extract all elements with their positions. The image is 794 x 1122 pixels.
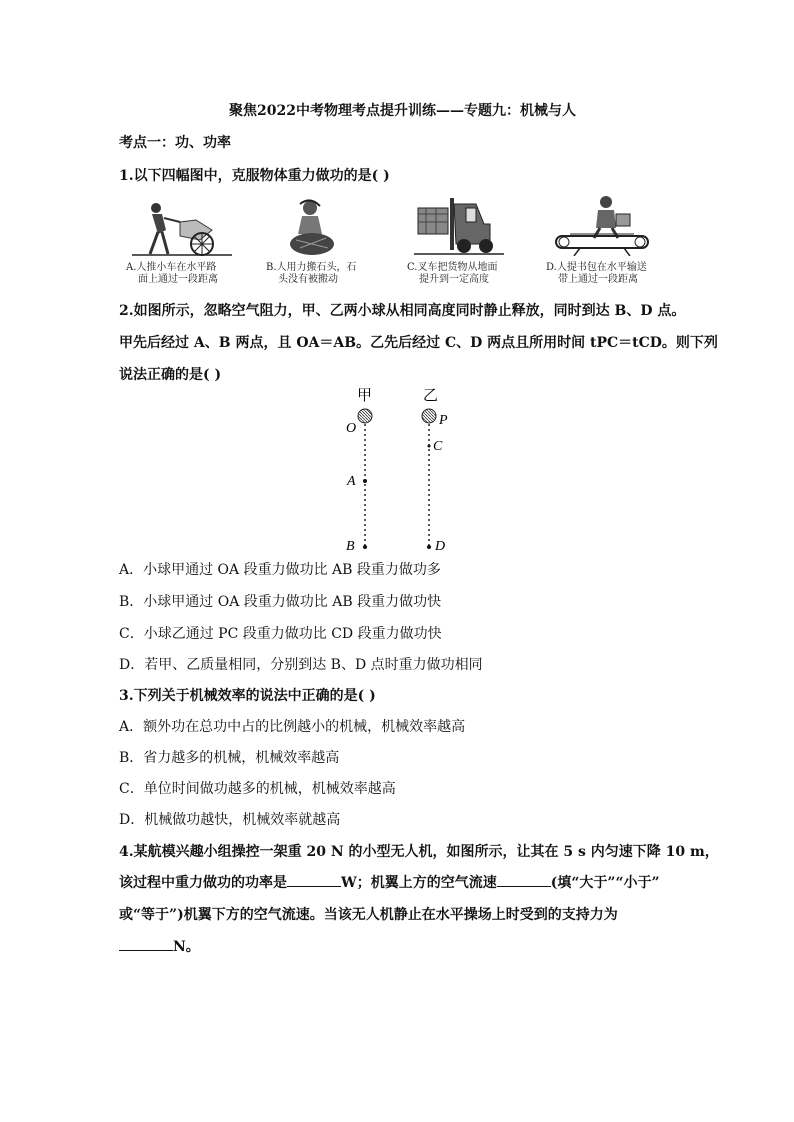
q3-option-d: D．机械做功越快，机械效率就越高 — [119, 812, 341, 828]
question-1-stem: 1.以下四幅图中，克服物体重力做功的是( ) — [119, 168, 390, 184]
q1-caption-b: B.人用力搬石头，石 头没有被搬动 — [266, 262, 357, 285]
q3-option-a: A．额外功在总功中占的比例越小的机械，机械效率越高 — [119, 719, 466, 735]
q2-option-a: A．小球甲通过 OA 段重力做功比 AB 段重力做功多 — [119, 562, 441, 578]
q4-blank-speed[interactable] — [497, 874, 551, 887]
q4-line2-part1: 该过程中重力做功的功率是 — [119, 875, 287, 891]
question-2-line-1: 2.如图所示，忽略空气阻力，甲、乙两小球从相同高度同时静止释放，同时到达 B、D 点。 — [119, 303, 686, 319]
conveyor-illustration — [550, 194, 654, 256]
q4-line2-part3: (填“大于”“小于” — [550, 875, 660, 891]
rock-lift-illustration — [282, 198, 352, 258]
point-d-label: D — [435, 539, 446, 554]
q3-option-c: C．单位时间做功越多的机械，机械效率越高 — [119, 781, 396, 797]
question-2-line-2: 甲先后经过 A、B 两点，且 OA＝AB。乙先后经过 C、D 两点且所用时间 tPC＝tCD。则下列 — [119, 335, 718, 351]
section-heading: 考点一：功、功率 — [119, 135, 231, 151]
q4-blank-power[interactable] — [287, 874, 341, 887]
q4-line2-part2: W；机翼上方的空气流速 — [341, 875, 497, 891]
q1-caption-d: D.人提书包在水平输送 带上通过一段距离 — [546, 262, 647, 285]
cart-push-illustration — [132, 200, 232, 258]
q4-blank-support[interactable] — [119, 938, 173, 951]
ball-jia-label: 甲 — [357, 386, 373, 404]
point-b-dot — [363, 545, 367, 549]
q3-option-b: B．省力越多的机械，机械效率越高 — [119, 750, 340, 766]
question-4-line-2 — [119, 873, 660, 893]
point-c-dot — [428, 445, 431, 448]
ball-jia — [358, 409, 372, 423]
ball-yi-label: 乙 — [423, 386, 439, 404]
point-a-label: A — [347, 474, 356, 489]
page-title: 聚焦2022中考物理考点提升训练——专题九：机械与人 — [229, 103, 576, 119]
point-o-label: O — [346, 421, 357, 436]
q2-option-c: C．小球乙通过 PC 段重力做功比 CD 段重力做功快 — [119, 626, 442, 642]
q4-line4-unit: N。 — [173, 939, 200, 955]
question-3-stem: 3.下列关于机械效率的说法中正确的是( ) — [119, 688, 376, 704]
point-p-label: P — [439, 413, 448, 428]
q2-option-b: B．小球甲通过 OA 段重力做功比 AB 段重力做功快 — [119, 594, 442, 610]
q1-caption-c: C.叉车把货物从地面 提升到一定高度 — [407, 262, 498, 285]
question-4-line-4 — [119, 937, 200, 957]
point-c-label: C — [433, 439, 443, 454]
question-4-line-3: 或“等于”)机翼下方的空气流速。当该无人机静止在水平操场上时受到的支持力为 — [119, 907, 618, 923]
forklift-illustration — [414, 194, 504, 256]
q2-option-d: D．若甲、乙质量相同，分别到达 B、D 点时重力做功相同 — [119, 657, 483, 673]
point-d-dot — [427, 545, 431, 549]
point-a-dot — [363, 479, 367, 483]
falling-balls-figure — [335, 384, 455, 556]
question-4-line-1: 4.某航模兴趣小组操控一架重 20 N 的小型无人机，如图所示，让其在 5 s 内匀速下降 10 m， — [119, 844, 719, 860]
q1-caption-a: A.人推小车在水平路 面上通过一段距离 — [126, 262, 218, 285]
question-2-line-3: 说法正确的是( ) — [119, 367, 222, 383]
ball-yi — [422, 409, 436, 423]
point-b-label: B — [346, 539, 355, 554]
